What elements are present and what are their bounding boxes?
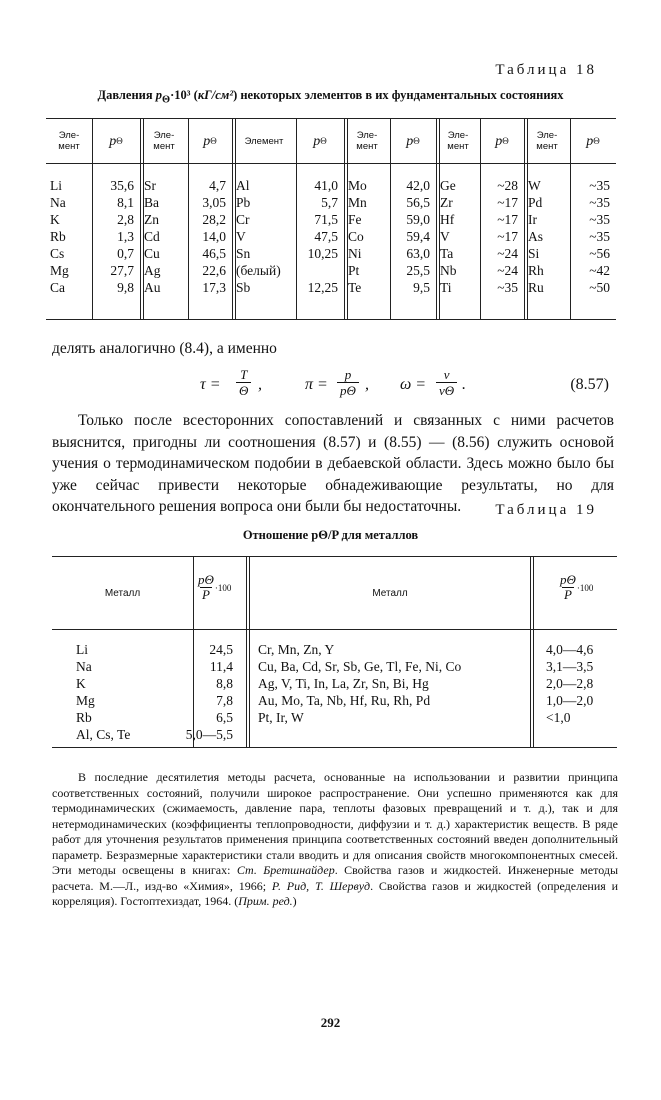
- element-cell: Mg: [50, 263, 69, 278]
- element-cell: Ni: [348, 246, 362, 261]
- pressure-cell: 59,0: [406, 212, 430, 227]
- element-cell: Na: [50, 195, 66, 210]
- table-cell: Mg: [76, 693, 95, 708]
- table-cell: 11,4: [209, 659, 233, 674]
- element-cell: K: [50, 212, 60, 227]
- footnote: [52, 770, 618, 910]
- pressure-cell: 41,0: [314, 178, 338, 193]
- equation-number: (8.57): [570, 376, 609, 393]
- element-cell: Mo: [348, 178, 367, 193]
- pressure-symbol: p: [406, 133, 414, 149]
- pressure-cell: 46,5: [202, 246, 226, 261]
- element-cell: Ag: [144, 263, 161, 278]
- element-column: [144, 177, 161, 296]
- header-pressure: [480, 119, 524, 163]
- pressure-subscript: Θ: [502, 135, 509, 146]
- footnote-editor-note: Прим. ред.: [238, 894, 293, 908]
- formula-pi-fraction: [337, 367, 359, 398]
- element-column: [50, 177, 69, 296]
- table-cell: 3,1—3,5: [546, 659, 594, 674]
- formula-tau: τ =: [200, 376, 221, 393]
- header-metal-left: Металл: [104, 587, 141, 599]
- pressure-cell: ~35: [497, 280, 518, 295]
- pressure-subscript: Θ: [210, 135, 217, 146]
- table19: [52, 556, 617, 748]
- caption-subscript: Θ: [162, 94, 171, 106]
- header-pressure: [296, 119, 344, 163]
- pressure-cell: 3,05: [202, 195, 226, 210]
- element-cell: Pt: [348, 263, 360, 278]
- footnote-text: . Свойства газов и жидкостей. Инженерные методы расчета. М.—Л., изд-во «Химия», 1966;: [52, 863, 619, 893]
- element-cell: Cr: [236, 212, 250, 227]
- pressure-cell: 5,7: [321, 195, 338, 210]
- caption-text-mid: ·10³ (: [170, 88, 198, 102]
- element-cell: Cd: [144, 229, 160, 244]
- header-element: Эле- мент: [356, 130, 378, 152]
- caption-symbol: p: [155, 88, 163, 102]
- element-cell: Pd: [528, 195, 543, 210]
- pressure-cell: ~17: [497, 212, 518, 227]
- ratio-denominator: P: [563, 587, 572, 602]
- ratio-multiplier: ·100: [576, 582, 594, 593]
- caption-text-post: ) некоторых элементов в их фундаментальных состояниях: [233, 88, 564, 102]
- element-cell: Rh: [528, 263, 544, 278]
- paragraph-intro: делять аналогично (8.4), а именно: [52, 340, 277, 357]
- pressure-cell: 63,0: [406, 246, 430, 261]
- page-number: 292: [320, 1015, 341, 1030]
- header-ratio-right: [560, 573, 593, 602]
- pressure-cell: [296, 262, 338, 279]
- element-cell: V: [236, 229, 246, 244]
- header-pressure: [188, 119, 232, 163]
- pressure-cell: 10,25: [307, 246, 338, 261]
- header-pressure: [92, 119, 140, 163]
- pressure-cell: 8,1: [117, 195, 134, 210]
- column-double-divider: [530, 557, 534, 747]
- element-cell: Sn: [236, 246, 251, 261]
- pressure-symbol: p: [586, 133, 594, 149]
- table-cell: <1,0: [546, 710, 571, 725]
- ratio-numerator: pΘ: [198, 572, 214, 587]
- element-cell: Zr: [440, 195, 453, 210]
- element-cell: Cu: [144, 246, 160, 261]
- element-column: [440, 177, 457, 296]
- header-element: Элемент: [244, 135, 284, 147]
- element-cell: Ca: [50, 280, 65, 295]
- table-cell: 24,5: [209, 642, 233, 657]
- pressure-subscript: Θ: [116, 135, 123, 146]
- pressure-cell: ~24: [497, 246, 518, 261]
- pressure-cell: 12,25: [307, 280, 338, 295]
- pressure-cell: 56,5: [406, 195, 430, 210]
- pressure-cell: 35,6: [110, 178, 134, 193]
- table19-label: Таблица 19: [495, 502, 597, 518]
- footnote-author: Ст. Бретшнайдер: [236, 863, 335, 877]
- header-element: Эле- мент: [58, 130, 80, 152]
- table-cell: Li: [76, 642, 88, 657]
- formula-comma: ,: [365, 376, 369, 393]
- pressure-cell: ~28: [497, 178, 518, 193]
- element-cell: Ru: [528, 280, 544, 295]
- element-cell: W: [528, 178, 541, 193]
- pressure-subscript: Θ: [320, 135, 327, 146]
- pressure-cell: ~50: [589, 280, 610, 295]
- table-cell: K: [76, 676, 86, 691]
- table-cell: 5,0—5,5: [185, 727, 233, 742]
- pressure-cell: 25,5: [406, 263, 430, 278]
- formula-period: .: [462, 376, 466, 393]
- ratio-denominator: P: [201, 587, 210, 602]
- ratio-numerator: pΘ: [560, 572, 576, 587]
- header-ratio-left: [198, 573, 231, 602]
- element-cell: Cs: [50, 246, 65, 261]
- table-cell: Al, Cs, Te: [76, 727, 131, 742]
- pressure-cell: 17,3: [202, 280, 226, 295]
- table-cell: Cr, Mn, Zn, Y: [258, 642, 335, 657]
- pressure-cell: 1,3: [117, 229, 134, 244]
- table-cell: Ag, V, Ti, In, La, Zr, Sn, Bi, Hg: [258, 676, 429, 691]
- pi-numerator: p: [344, 367, 352, 382]
- element-cell: Sb: [236, 280, 251, 295]
- pressure-cell: ~42: [589, 263, 610, 278]
- element-cell: Sr: [144, 178, 157, 193]
- element-cell: Nb: [440, 263, 457, 278]
- pressure-symbol: p: [313, 133, 321, 149]
- element-cell: Co: [348, 229, 364, 244]
- caption-text: Давления: [97, 88, 156, 102]
- element-column: [528, 177, 544, 296]
- pressure-cell: 0,7: [117, 246, 134, 261]
- element-cell: Mn: [348, 195, 367, 210]
- header-pressure: [390, 119, 436, 163]
- table-cell: Pt, Ir, W: [258, 710, 304, 725]
- pressure-cell: 22,6: [202, 263, 226, 278]
- formula-omega: ω =: [400, 376, 427, 393]
- element-cell: (белый): [236, 263, 281, 278]
- pressure-cell: ~35: [589, 178, 610, 193]
- tau-denominator: Θ: [236, 382, 251, 398]
- table-cell: 8,8: [216, 676, 233, 691]
- table-cell: 1,0—2,0: [546, 693, 594, 708]
- pressure-cell: 59,4: [406, 229, 430, 244]
- formula-pi: π =: [305, 376, 328, 393]
- pressure-column: [480, 177, 518, 296]
- pressure-cell: 9,5: [413, 280, 430, 295]
- header-element: Эле- мент: [447, 130, 469, 152]
- pressure-cell: ~56: [589, 246, 610, 261]
- pi-denominator: pΘ: [337, 382, 359, 398]
- element-cell: Fe: [348, 212, 362, 227]
- pressure-column: [296, 177, 338, 296]
- pressure-symbol: p: [495, 133, 503, 149]
- table-cell: 7,8: [216, 693, 233, 708]
- element-cell: Ta: [440, 246, 454, 261]
- pressure-column: [390, 177, 430, 296]
- pressure-cell: 14,0: [202, 229, 226, 244]
- formula-tau-fraction: [236, 367, 251, 398]
- element-column: [348, 177, 367, 296]
- footnote-text: . Свойства газов и жидкостей (определения и корреляция). Гостоптехиздат, 1964. (: [52, 878, 619, 908]
- pressure-column: [570, 177, 610, 296]
- table-cell: Rb: [76, 710, 92, 725]
- table18-label: Таблица 18: [495, 62, 597, 78]
- pressure-cell: 27,7: [110, 263, 134, 278]
- pressure-cell: ~17: [497, 229, 518, 244]
- table-cell: Na: [76, 659, 92, 674]
- element-cell: Al: [236, 178, 250, 193]
- right-values-column: [546, 641, 593, 726]
- pressure-cell: ~35: [589, 212, 610, 227]
- element-cell: Au: [144, 280, 161, 295]
- pressure-cell: 47,5: [314, 229, 338, 244]
- left-metals-column: [76, 641, 130, 743]
- right-metals-column: [258, 641, 461, 726]
- pressure-cell: 9,8: [117, 280, 134, 295]
- element-cell: Li: [50, 178, 62, 193]
- pressure-cell: ~35: [589, 229, 610, 244]
- formula-comma: ,: [258, 376, 262, 393]
- element-cell: Ge: [440, 178, 456, 193]
- footnote-text: В последние десятилетия методы расчета, основанные на использовании и развитии принципа соответственных состояний, получили широкое распространение. Они успешно применяются как для термодинамических (сжимаемость, давление пара, теплоты фазовых превращений и т. д.), так и для нетермодинамических (коэффициенты теплопроводности, диффузии и т. д.) характеристик веществ. В ряде работ для уточнения результатов применения принципа соответственных состояний введен дополнительный параметр. Безразмерные характеристики стали вводить и для описания свойств многокомпонентных смесей. Эти методы освещены в книгах:: [52, 770, 618, 877]
- pressure-cell: 2,8: [117, 212, 134, 227]
- element-cell: Ti: [440, 280, 452, 295]
- pressure-cell: ~35: [589, 195, 610, 210]
- pressure-cell: ~24: [497, 263, 518, 278]
- header-divider: [46, 163, 616, 164]
- footnote-author: Р. Рид, Т. Шервуд: [271, 878, 371, 893]
- pressure-column: [188, 177, 226, 296]
- omega-numerator: v: [443, 367, 450, 382]
- element-cell: As: [528, 229, 544, 244]
- table-cell: 2,0—2,8: [546, 676, 594, 691]
- pressure-cell: 4,7: [209, 178, 226, 193]
- element-column: [236, 177, 281, 296]
- element-cell: Te: [348, 280, 362, 295]
- pressure-column: [92, 177, 134, 296]
- footnote-text: ): [292, 894, 297, 908]
- pressure-cell: 42,0: [406, 178, 430, 193]
- tau-numerator: T: [240, 367, 248, 382]
- paragraph-main: Только после всесторонних сопоставлений и связанных с ними расчетов выяснится, пригодны ли соотношения (8.57) и (8.55) — (8.56) служить основой учения о термодинамическом подобии в дебаевской области. Здесь можно было бы уже сейчас привести некоторые обнадеживающие результаты, но для окончательного решения вопроса они были бы недостаточны.: [52, 412, 614, 515]
- header-element: Эле- мент: [536, 130, 558, 152]
- pressure-cell: 71,5: [314, 212, 338, 227]
- element-cell: Hf: [440, 212, 455, 227]
- omega-denominator: vΘ: [436, 382, 457, 398]
- pressure-subscript: Θ: [413, 135, 420, 146]
- element-cell: Pb: [236, 195, 251, 210]
- header-element: Эле- мент: [153, 130, 175, 152]
- pressure-symbol: p: [109, 133, 117, 149]
- element-cell: Ir: [528, 212, 537, 227]
- table19-caption: Отношение pΘ/P для металлов: [242, 528, 419, 542]
- formula-omega-fraction: [436, 367, 457, 398]
- pressure-symbol: p: [203, 133, 211, 149]
- header-metal-right: Металл: [372, 587, 408, 599]
- table-cell: Au, Mo, Ta, Nb, Hf, Ru, Rh, Pd: [258, 693, 431, 708]
- element-cell: V: [440, 229, 450, 244]
- left-values-column: [186, 641, 233, 743]
- element-cell: Ba: [144, 195, 159, 210]
- element-cell: Zn: [144, 212, 159, 227]
- table-cell: Cu, Ba, Cd, Sr, Sb, Ge, Tl, Fe, Ni, Co: [258, 659, 462, 674]
- pressure-cell: ~17: [497, 195, 518, 210]
- element-cell: Si: [528, 246, 540, 261]
- table18: [46, 118, 616, 320]
- caption-unit: кГ/см²: [197, 88, 234, 102]
- pressure-cell: 28,2: [202, 212, 226, 227]
- header-pressure: [570, 119, 616, 163]
- table18-caption: [0, 88, 661, 106]
- table-cell: 4,0—4,6: [546, 642, 594, 657]
- ratio-multiplier: ·100: [214, 582, 232, 593]
- table-cell: 6,5: [216, 710, 233, 725]
- pressure-subscript: Θ: [593, 135, 600, 146]
- element-cell: Rb: [50, 229, 66, 244]
